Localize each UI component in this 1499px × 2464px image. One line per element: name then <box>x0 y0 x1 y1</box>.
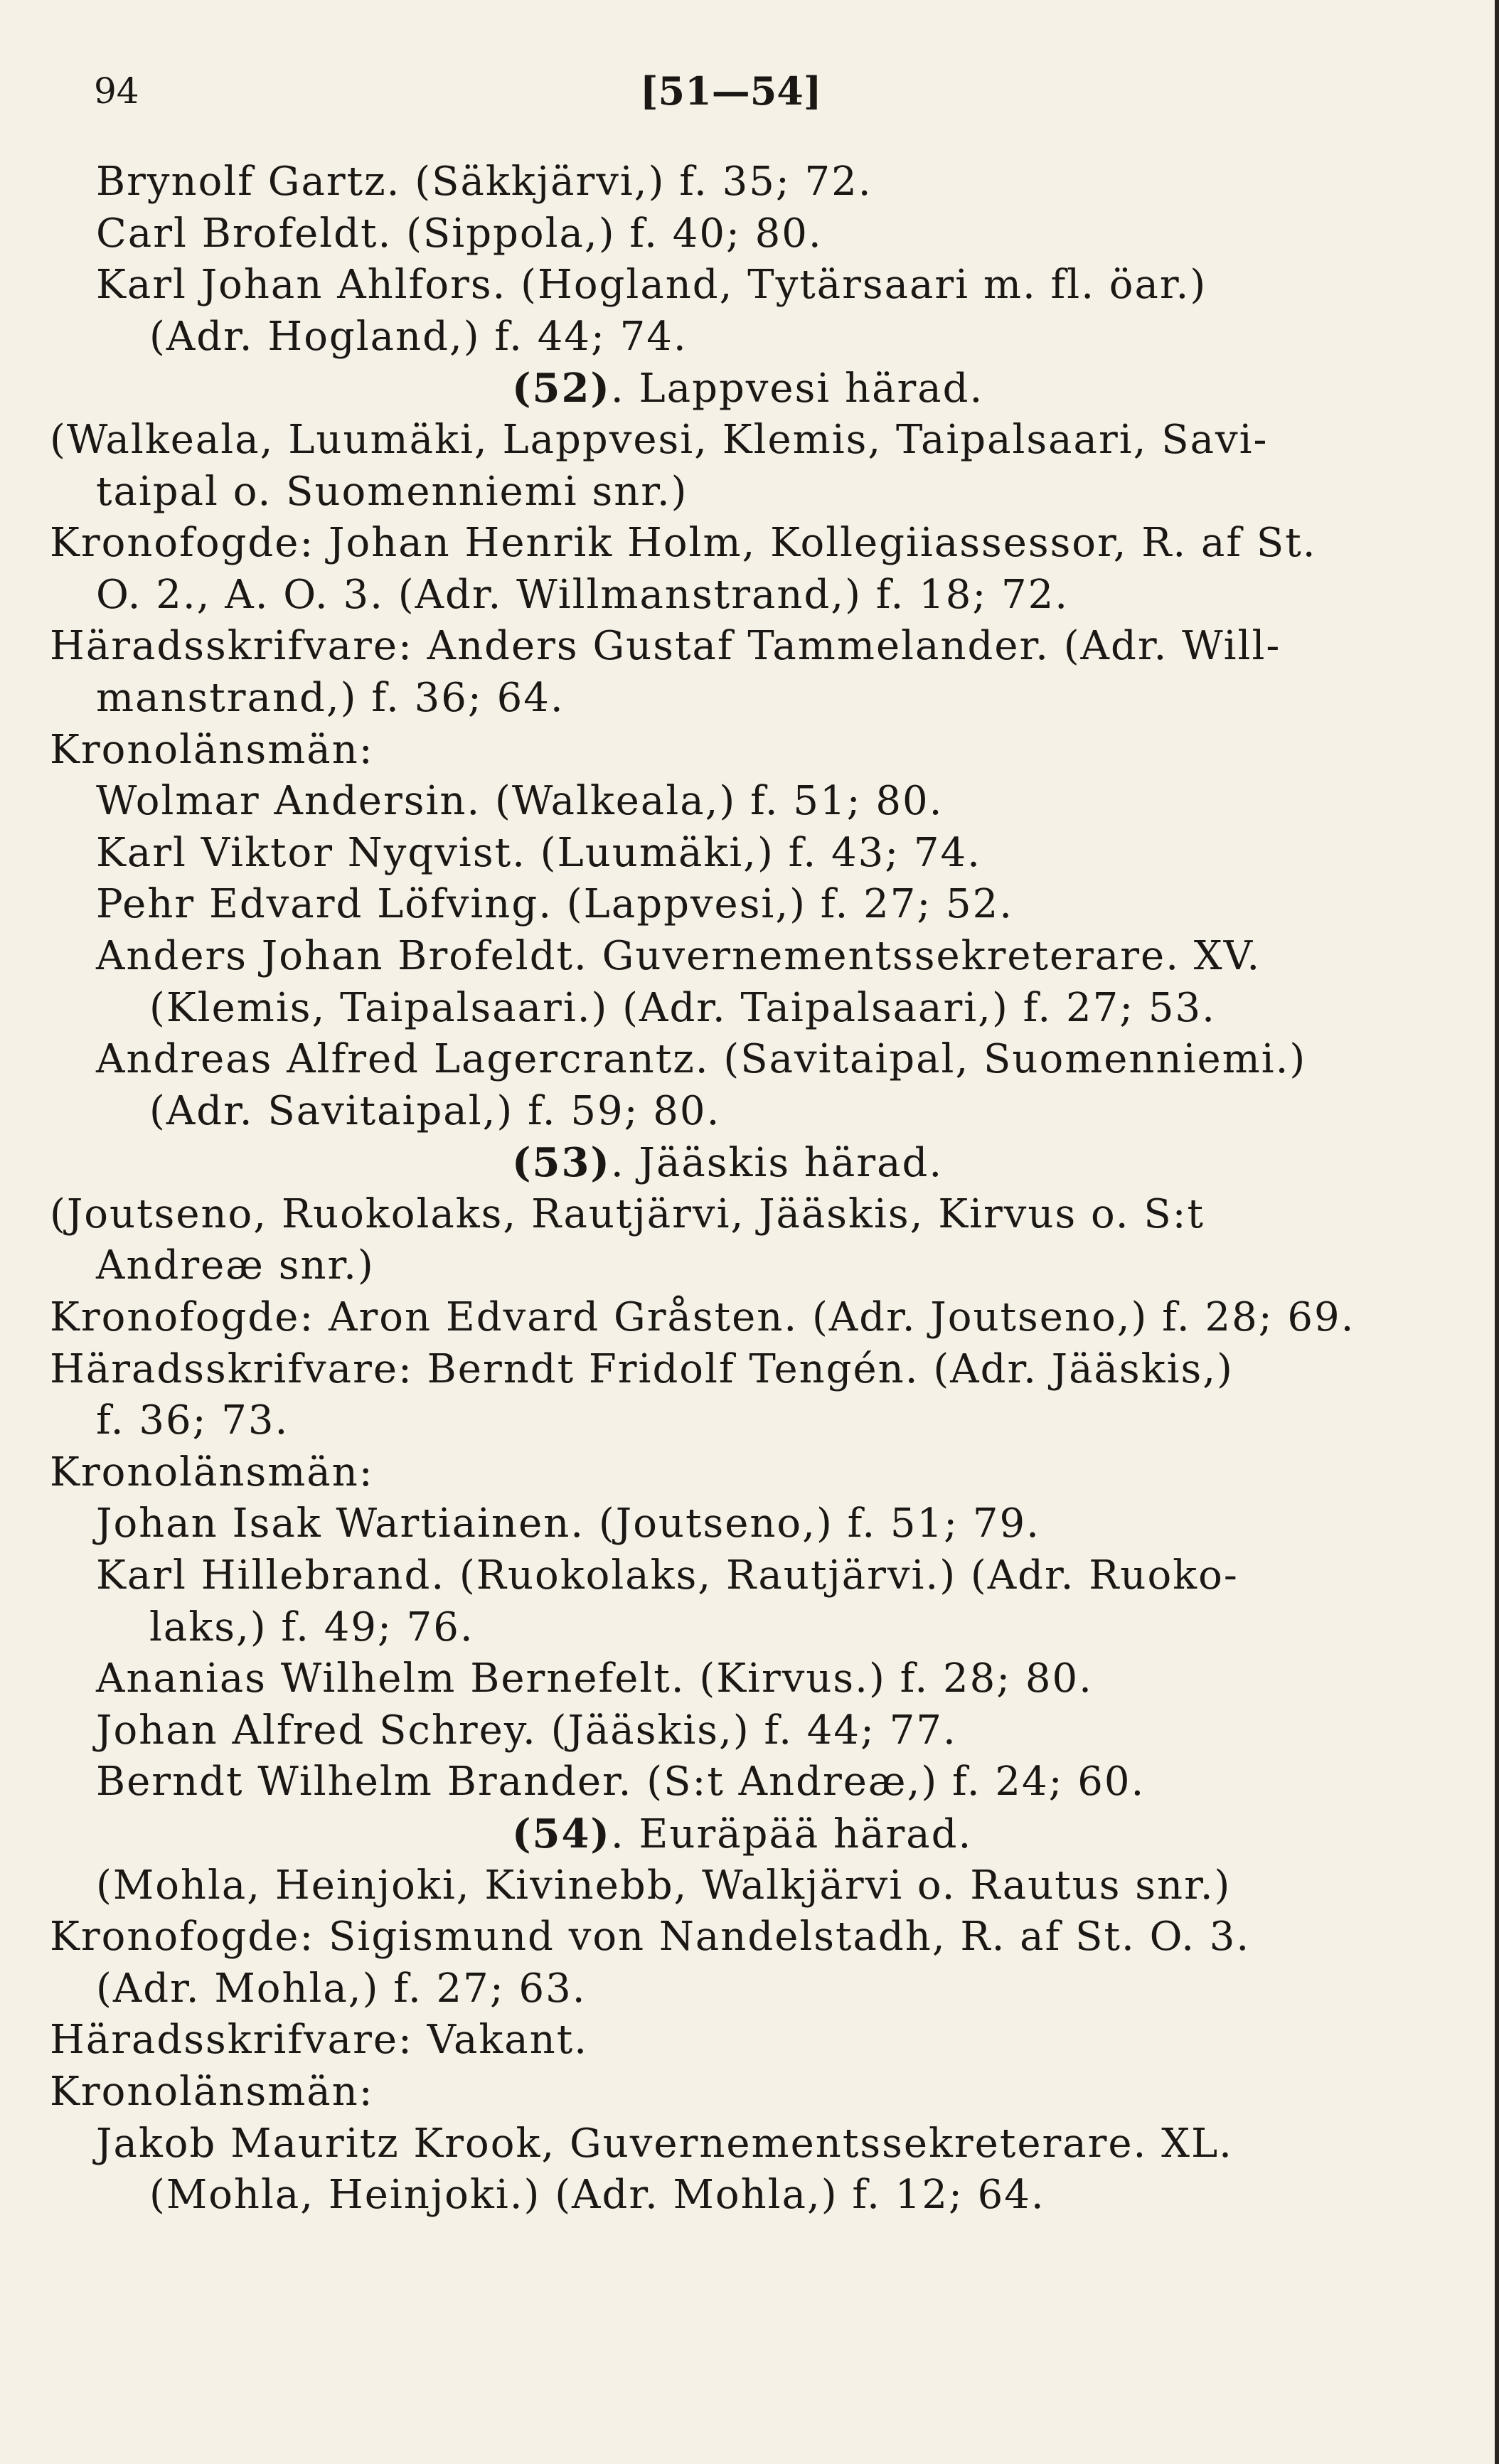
text-line: (Walkeala, Luumäki, Lappvesi, Klemis, Taipalsaari, Savi- <box>50 416 1269 463</box>
section-heading <box>50 1137 1458 1189</box>
page-number: 94 <box>94 70 139 112</box>
text-line: (Adr. Hogland,) f. 44; 74. <box>149 313 688 360</box>
page-header <box>0 63 1499 119</box>
text-line: (Joutseno, Ruokolaks, Rautjärvi, Jääskis, Kirvus o. S:t <box>50 1190 1205 1237</box>
text-line: Andreæ snr.) <box>96 1242 375 1289</box>
text-line: Karl Viktor Nyqvist. (Luumäki,) f. 43; 74. <box>96 829 981 876</box>
text-line: Häradsskrifvare: Vakant. <box>50 2017 589 2064</box>
text-line: Kronolänsmän: <box>50 1449 374 1495</box>
section-heading <box>50 1808 1458 1860</box>
section-number: (53) <box>512 1139 611 1187</box>
section-number: (54) <box>512 1810 611 1857</box>
text-line: O. 2., A. O. 3. (Adr. Willmanstrand,) f. 18; 72. <box>96 571 1069 618</box>
text-line: Kronofogde: Johan Henrik Holm, Kollegiiassessor, R. af St. <box>50 520 1317 567</box>
section-heading <box>50 363 1458 415</box>
text-line: Kronofogde: Sigismund von Nandelstadh, R. af St. O. 3. <box>50 1914 1251 1961</box>
text-line: Häradsskrifvare: Berndt Fridolf Tengén. (Adr. Jääskis,) <box>50 1345 1234 1392</box>
section-title: . Euräpää härad. <box>610 1811 973 1857</box>
text-line: Wolmar Andersin. (Walkeala,) f. 51; 80. <box>96 778 944 825</box>
text-line: (Adr. Mohla,) f. 27; 63. <box>96 1965 587 2012</box>
text-line: f. 36; 73. <box>96 1397 289 1444</box>
text-line: Berndt Wilhelm Brander. (S:t Andreæ,) f. 24; 60. <box>96 1759 1146 1806</box>
text-line: taipal o. Suomenniemi snr.) <box>96 468 688 515</box>
section-title: . Lappvesi härad. <box>610 366 984 412</box>
text-line: Häradsskrifvare: Anders Gustaf Tammelander. (Adr. Will- <box>50 623 1281 670</box>
text-line: Karl Johan Ahlfors. (Hogland, Tytärsaari m. fl. öar.) <box>96 262 1207 309</box>
text-line: Karl Hillebrand. (Ruokolaks, Rautjärvi.) (Adr. Ruoko- <box>96 1552 1239 1599</box>
text-line: (Mohla, Heinjoki, Kivinebb, Walkjärvi o. Rautus snr.) <box>96 1862 1232 1909</box>
text-line: (Adr. Savitaipal,) f. 59; 80. <box>149 1087 721 1134</box>
text-line: Andreas Alfred Lagercrantz. (Savitaipal, Suomenniemi.) <box>96 1036 1307 1083</box>
page-edge <box>1495 0 1499 2464</box>
text-line: Kronolänsmän: <box>50 726 374 773</box>
text-line: manstrand,) f. 36; 64. <box>96 674 565 721</box>
text-line: Johan Isak Wartiainen. (Joutseno,) f. 51; 79. <box>96 1500 1040 1547</box>
section-number: (52) <box>512 365 611 412</box>
text-line: (Mohla, Heinjoki.) (Adr. Mohla,) f. 12; 64. <box>149 2172 1045 2219</box>
text-line: Jakob Mauritz Krook, Guvernementssekreterare. XL. <box>96 2120 1233 2167</box>
section-title: . Jääskis härad. <box>610 1140 944 1187</box>
page-body <box>50 156 1458 2222</box>
text-line: (Klemis, Taipalsaari.) (Adr. Taipalsaari,) f. 27; 53. <box>149 984 1216 1031</box>
text-line: Ananias Wilhelm Bernefelt. (Kirvus.) f. 28; 80. <box>96 1655 1093 1702</box>
text-line: Kronolänsmän: <box>50 2068 374 2115</box>
text-line: laks,) f. 49; 76. <box>149 1604 474 1650</box>
text-line: Brynolf Gartz. (Säkkjärvi,) f. 35; 72. <box>96 159 873 205</box>
text-line: Kronofogde: Aron Edvard Gråsten. (Adr. Joutseno,) f. 28; 69. <box>50 1294 1355 1341</box>
text-line: Johan Alfred Schrey. (Jääskis,) f. 44; 77. <box>96 1707 957 1754</box>
text-line: Carl Brofeldt. (Sippola,) f. 40; 80. <box>96 210 823 257</box>
text-line: Anders Johan Brofeldt. Guvernementssekreterare. XV. <box>96 932 1261 979</box>
text-line: Pehr Edvard Löfving. (Lappvesi,) f. 27; 52. <box>96 881 1014 928</box>
section-range: [51—54] <box>640 68 822 114</box>
